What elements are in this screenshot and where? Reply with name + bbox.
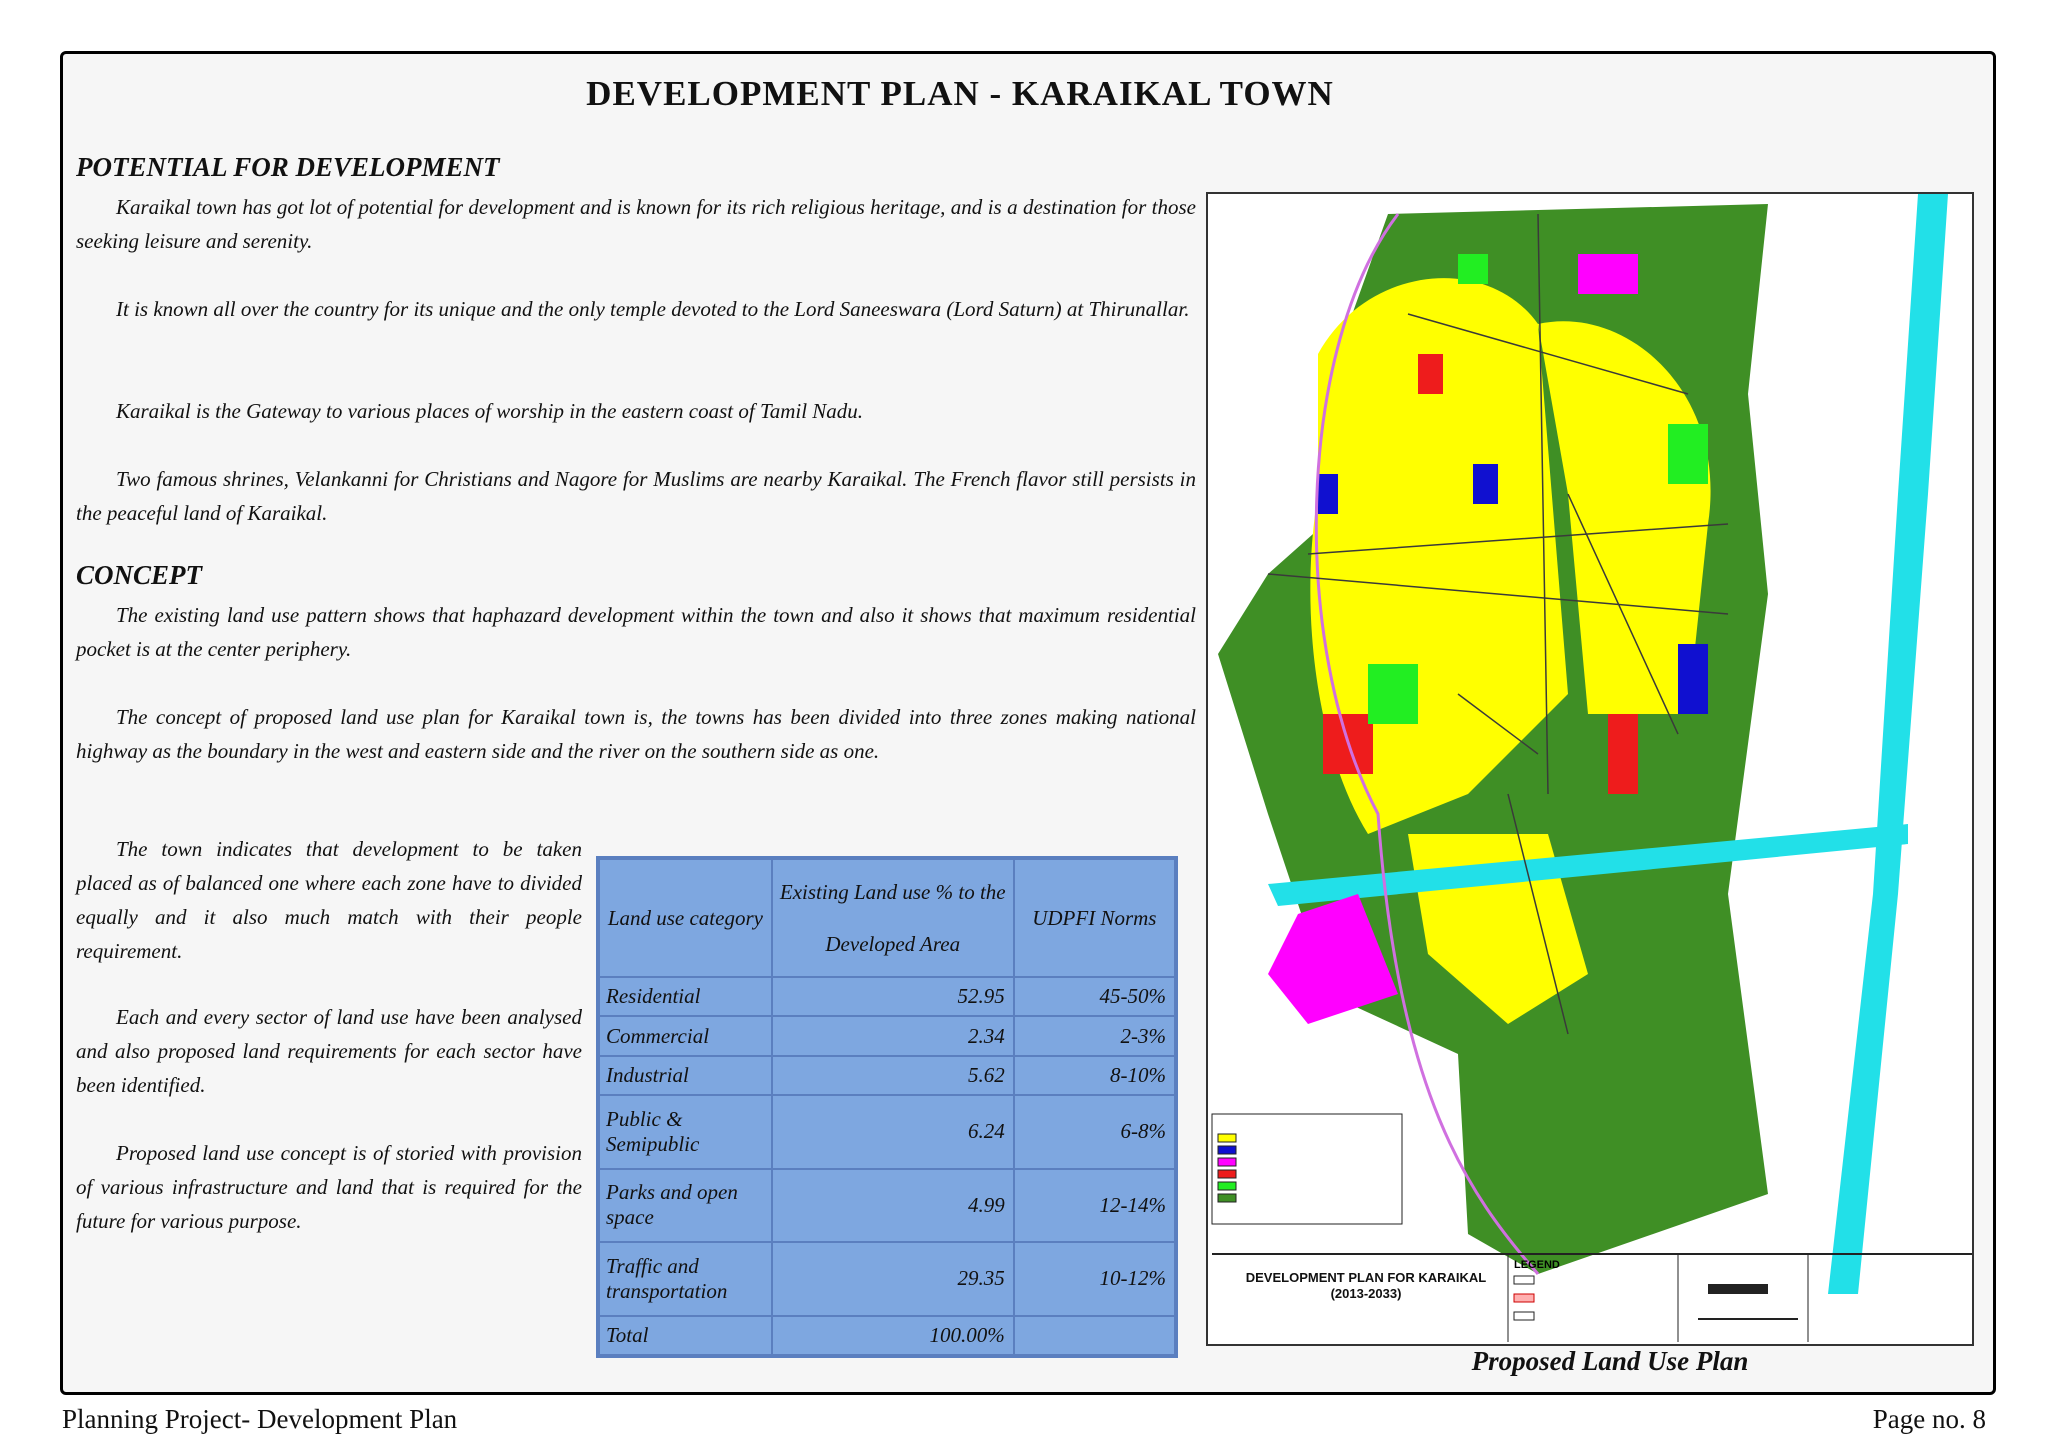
footer-project-name: Planning Project- Development Plan: [62, 1404, 458, 1434]
parks-zone: [1458, 254, 1488, 284]
legend-swatch-development: [1514, 1312, 1534, 1320]
row-norms: 6-8%: [1014, 1095, 1175, 1168]
row-norms: 45-50%: [1014, 977, 1175, 1016]
row-category: Industrial: [599, 1056, 772, 1095]
public-zone: [1418, 354, 1443, 394]
legend-swatch-industrial: [1218, 1158, 1236, 1166]
potential-paragraph-2: [76, 292, 1196, 326]
table-row: [599, 977, 1175, 1016]
concept-paragraph-3: [76, 832, 582, 968]
potential-p4-text: Two famous shrines, Velankanni for Christians and Nagore for Muslims are nearby Karaikal. The French flavor still persists in the peaceful land of Karaikal.: [76, 467, 1196, 525]
legend-heading: LEGEND: [1514, 1259, 1560, 1271]
row-existing: 6.24: [772, 1095, 1014, 1168]
concept-p5-text: Proposed land use concept is of storied with provision of various infrastructure and land that is required for the future for various purpose.: [76, 1141, 582, 1233]
row-category: Traffic and transportation: [599, 1242, 772, 1315]
potential-paragraph-3: [76, 394, 1196, 428]
row-category: Total: [599, 1316, 772, 1355]
river: [1828, 194, 1948, 1294]
row-category: Commercial: [599, 1016, 772, 1055]
legend-swatch-agriculture: [1218, 1194, 1236, 1202]
table-row: [599, 1056, 1175, 1095]
table-header-category: Land use category: [599, 859, 772, 977]
potential-paragraph-4: [76, 462, 1196, 530]
land-use-map-drawing: [1208, 194, 1972, 1344]
concept-p3-text: The town indicates that development to be taken placed as of balanced one where each zone have to divided equally and it also much match with their people requirement.: [76, 837, 582, 963]
row-existing: 5.62: [772, 1056, 1014, 1095]
potential-p3-text: Karaikal is the Gateway to various places of worship in the eastern coast of Tamil Nadu.: [116, 399, 864, 423]
commercial-zone: [1473, 464, 1498, 504]
land-use-map: [1206, 192, 1974, 1346]
commercial-zone: [1678, 644, 1708, 714]
row-norms: 8-10%: [1014, 1056, 1175, 1095]
row-norms: 10-12%: [1014, 1242, 1175, 1315]
parks-zone: [1668, 424, 1708, 484]
commercial-zone: [1318, 474, 1338, 514]
map-title-block: [1216, 1270, 1516, 1302]
table-header-existing: Existing Land use % to the Developed Area: [772, 859, 1014, 977]
legend-swatch-commercial: [1218, 1146, 1236, 1154]
row-norms: 2-3%: [1014, 1016, 1175, 1055]
table-header-norms: UDPFI Norms: [1014, 859, 1175, 977]
row-existing: 29.35: [772, 1242, 1014, 1315]
concept-p1-text: The existing land use pattern shows that haphazard development within the town and also it shows that maximum residential pocket is at the center periphery.: [76, 603, 1196, 661]
row-existing: 100.00%: [772, 1316, 1014, 1355]
table-row: [599, 1016, 1175, 1055]
table-row: [599, 1095, 1175, 1168]
row-category: Parks and open space: [599, 1169, 772, 1242]
row-category: Public & Semipublic: [599, 1095, 772, 1168]
concept-paragraph-4: [76, 1000, 582, 1102]
land-use-analysis-table: [1212, 1114, 1402, 1224]
row-existing: 4.99: [772, 1169, 1014, 1242]
concept-paragraph-2: [76, 700, 1196, 768]
concept-paragraph-1: [76, 598, 1196, 666]
row-norms: [1014, 1316, 1175, 1355]
potential-paragraph-1: [76, 190, 1196, 258]
potential-p1-text: Karaikal town has got lot of potential for development and is known for its rich religious heritage, and is a destination for those seeking leisure and serenity.: [76, 195, 1196, 253]
table-row: [599, 1169, 1175, 1242]
map-caption: Proposed Land Use Plan: [1471, 1346, 1749, 1376]
potential-p2-text: It is known all over the country for its unique and the only temple devoted to the Lord Saneeswara (Lord Saturn) at Thirunallar.: [116, 297, 1190, 321]
north-arrow-icon: [1708, 1284, 1768, 1294]
legend-swatch-boundary: [1514, 1276, 1534, 1284]
footer-page-number: Page no. 8: [1872, 1404, 1986, 1434]
industrial-zone-north: [1578, 254, 1638, 294]
legend-swatch-urban: [1514, 1294, 1534, 1302]
concept-p2-text: The concept of proposed land use plan for Karaikal town is, the towns has been divided into three zones making national highway as the boundary in the west and eastern side and the river on the southern side as one.: [76, 705, 1196, 763]
row-existing: 2.34: [772, 1016, 1014, 1055]
row-existing: 52.95: [772, 977, 1014, 1016]
row-category: Residential: [599, 977, 772, 1016]
section-heading-concept: CONCEPT: [76, 560, 203, 590]
concept-p4-text: Each and every sector of land use have been analysed and also proposed land requirements for each sector have been identified.: [76, 1005, 582, 1097]
map-title: DEVELOPMENT PLAN FOR KARAIKAL: [1245, 1270, 1487, 1285]
parks-zone: [1368, 664, 1418, 724]
public-zone: [1608, 714, 1638, 794]
table-header-row: [599, 859, 1175, 977]
section-heading-potential: POTENTIAL FOR DEVELOPMENT: [76, 152, 500, 182]
page-title: DEVELOPMENT PLAN - KARAIKAL TOWN: [586, 74, 1334, 113]
legend-swatch-parks: [1218, 1182, 1236, 1190]
row-norms: 12-14%: [1014, 1169, 1175, 1242]
table-row-total: [599, 1316, 1175, 1355]
land-use-table: [596, 856, 1178, 1358]
legend-swatch-residential: [1218, 1134, 1236, 1142]
concept-paragraph-5: [76, 1136, 582, 1238]
table-row: [599, 1242, 1175, 1315]
legend-swatch-public: [1218, 1170, 1236, 1178]
map-period: (2013-2033): [1330, 1286, 1402, 1301]
